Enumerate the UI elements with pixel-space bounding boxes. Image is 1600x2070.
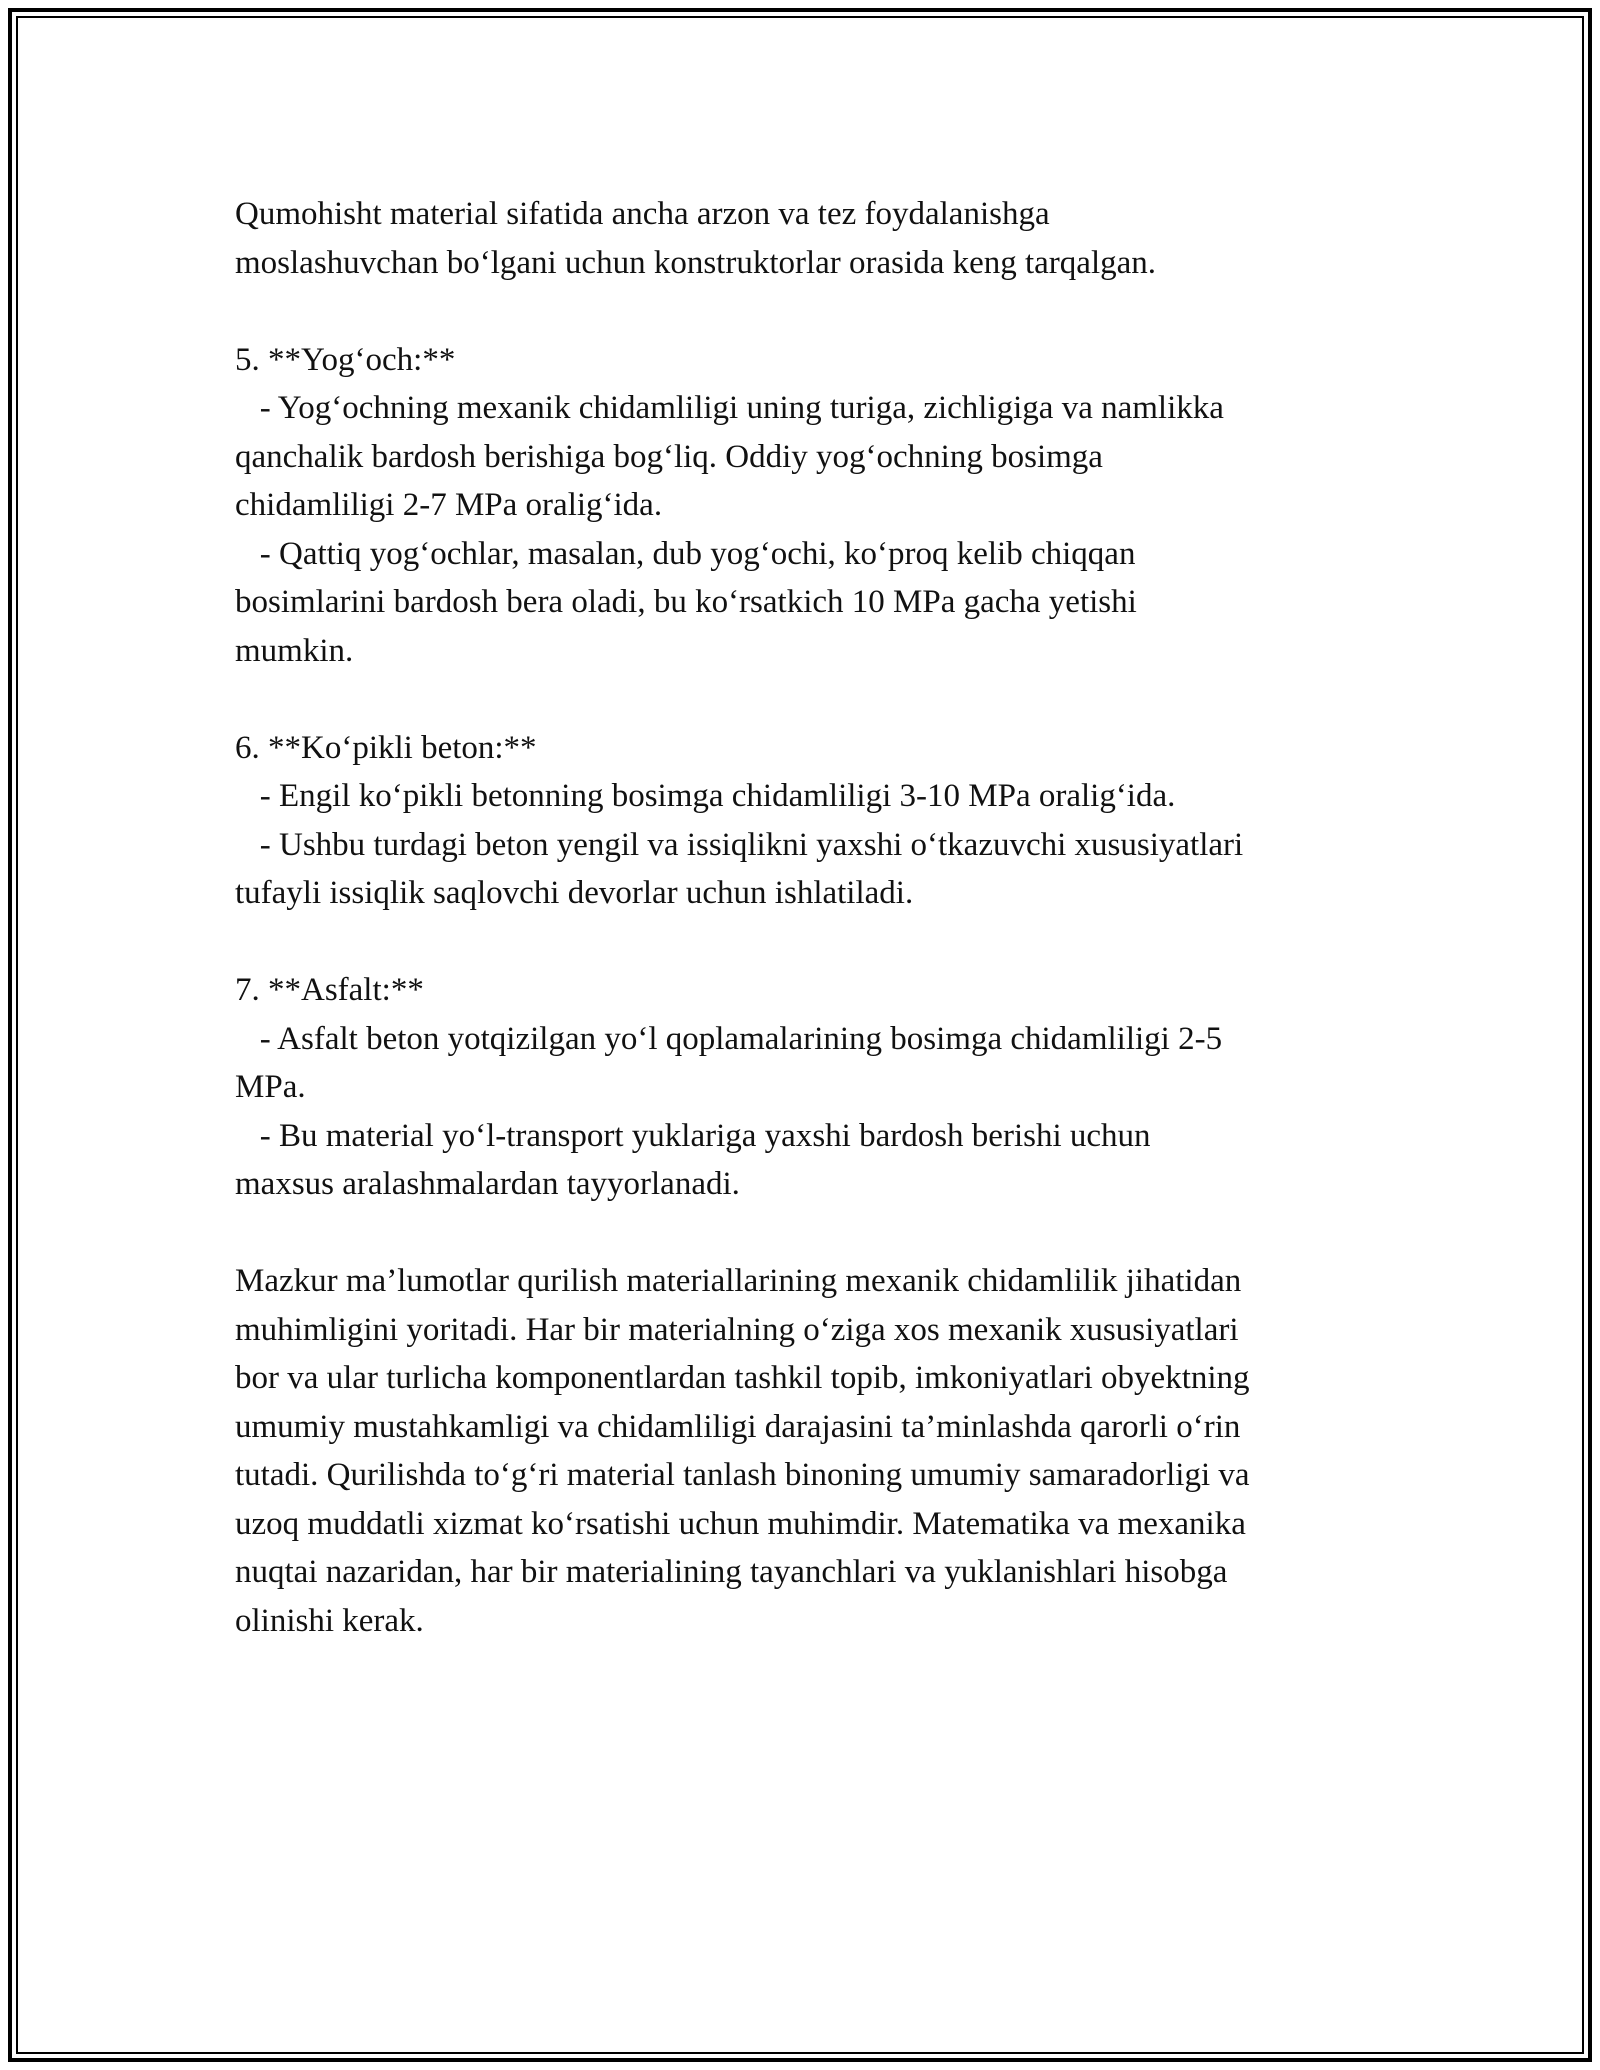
section-heading: 7. **Asfalt:**: [235, 972, 424, 1008]
text-line: bor va ular turlicha komponentlardan tashkil topib, imkoniyatlari obyektning: [235, 1360, 1250, 1396]
text-line: - Bu material yo‘l-transport yuklariga yaxshi bardosh berishi uchun: [235, 1117, 1151, 1154]
document-body: [235, 190, 1365, 1645]
text-line: umumiy mustahkamligi va chidamliligi darajasini ta’minlashda qarorli o‘rin: [235, 1408, 1241, 1445]
paragraph-gap: [235, 675, 1365, 724]
text-line: - Engil ko‘pikli betonning bosimga chidamliligi 3-10 MPa oralig‘ida.: [235, 778, 1176, 814]
section-wood: [235, 336, 1365, 676]
text-line: Mazkur ma’lumotlar qurilish materiallarining mexanik chidamlilik jihatidan: [235, 1263, 1242, 1299]
text-line: mumkin.: [235, 632, 354, 669]
section-asphalt: [235, 966, 1365, 1209]
text-line: nuqtai nazaridan, har bir materialining tayanchlari va yuklanishlari hisobga: [235, 1554, 1228, 1590]
text-line: Qumohisht material sifatida ancha arzon va tez foydalanishga: [235, 196, 1050, 232]
text-line: maxsus aralashmalardan tayyorlanadi.: [235, 1166, 740, 1202]
conclusion-paragraph: [235, 1257, 1365, 1645]
text-line: chidamliligi 2-7 MPa oralig‘ida.: [235, 487, 663, 523]
text-line: moslashuvchan bo‘lgani uchun konstruktorlar orasida keng tarqalgan.: [235, 244, 1157, 281]
text-line: tutadi. Qurilishda to‘g‘ri material tanlash binoning umumiy samaradorligi va: [235, 1457, 1250, 1493]
section-foam-concrete: [235, 724, 1365, 918]
text-line: - Ushbu turdagi beton yengil va issiqlikni yaxshi o‘tkazuvchi xususiyatlari: [235, 826, 1244, 863]
section-heading: 6. **Ko‘pikli beton:**: [235, 729, 537, 766]
text-line: uzoq muddatli xizmat ko‘rsatishi uchun muhimdir. Matematika va mexanika: [235, 1505, 1246, 1542]
text-line: - Qattiq yog‘ochlar, masalan, dub yog‘ochi, ko‘proq kelib chiqqan: [235, 535, 1136, 572]
section-heading: 5. **Yog‘och:**: [235, 341, 456, 378]
text-line: olinishi kerak.: [235, 1602, 424, 1639]
text-line: qanchalik bardosh berishiga bog‘liq. Oddiy yog‘ochning bosimga: [235, 438, 1103, 475]
paragraph-gap: [235, 287, 1365, 336]
text-line: MPa.: [235, 1069, 306, 1105]
paragraph-gap: [235, 1209, 1365, 1258]
text-line: bosimlarini bardosh bera oladi, bu ko‘rsatkich 10 MPa gacha yetishi: [235, 584, 1137, 620]
text-line: muhimligini yoritadi. Har bir materialning o‘ziga xos mexanik xususiyatlari: [235, 1311, 1239, 1348]
text-line: - Asfalt beton yotqizilgan yo‘l qoplamalarining bosimga chidamliligi 2-5: [235, 1020, 1223, 1057]
intro-paragraph: [235, 190, 1365, 287]
text-line: - Yog‘ochning mexanik chidamliligi uning turiga, zichligiga va namlikka: [235, 390, 1224, 426]
paragraph-gap: [235, 918, 1365, 967]
text-line: tufayli issiqlik saqlovchi devorlar uchun ishlatiladi.: [235, 875, 914, 911]
